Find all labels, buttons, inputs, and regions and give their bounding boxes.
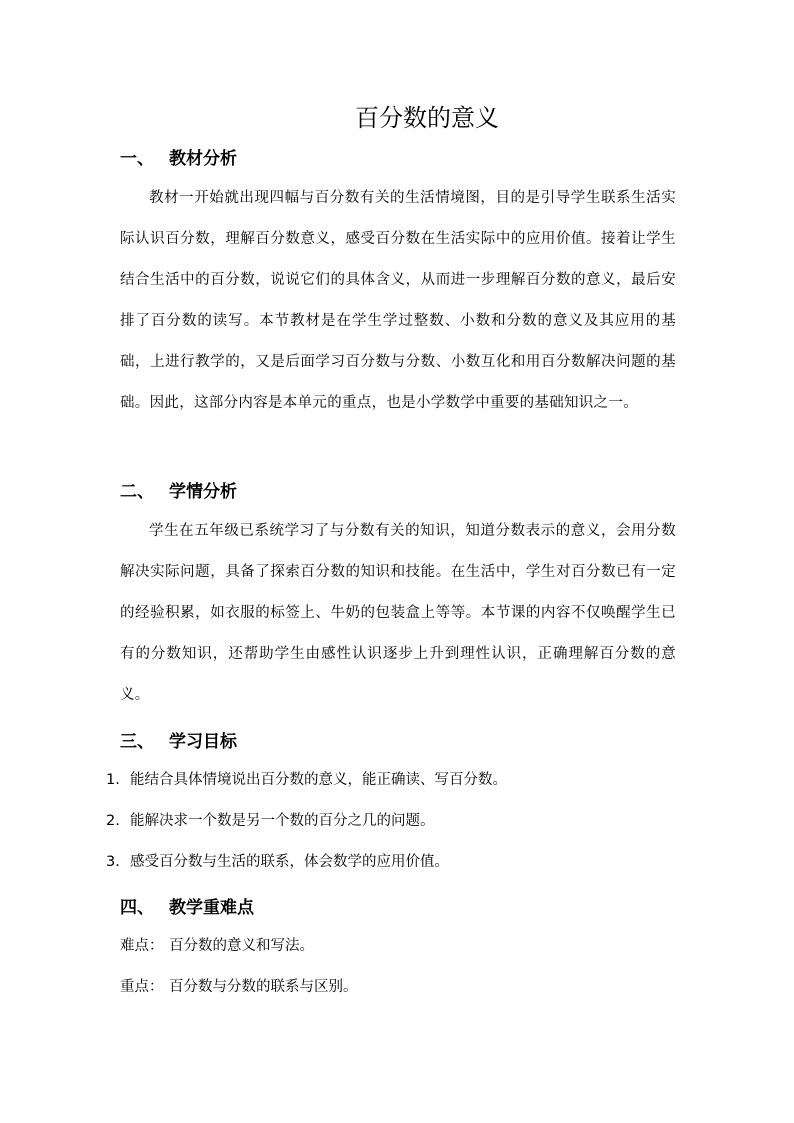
- list-item-text: 能解决求一个数是另一个数的百分之几的问题。: [130, 813, 435, 829]
- list-item-text: 能结合具体情境说出百分数的意义，能正确读、写百分数。: [130, 772, 507, 788]
- section-heading-teaching-material: [120, 147, 237, 171]
- entry-label: 重点：: [120, 979, 164, 995]
- section-title: 教材分析: [169, 149, 237, 169]
- list-item-number: 1.: [106, 772, 120, 788]
- section-paragraph-student-analysis: 学生在五年级已系统学习了与分数有关的知识，知道分数表示的意义，会用分数解决实际问题，具备了探索百分数的知识和技能。在生活中，学生对百分数已有一定的经验积累，如衣服的标签上、牛奶的包装盒上等等。本节课的内容不仅唤醒学生已有的分数知识，还帮助学生由感性认识逐步上升到理性认识，正确理解百分数的意义。: [120, 523, 676, 703]
- difficulty-entry: [120, 926, 314, 967]
- document-title: 百分数的意义: [355, 104, 499, 132]
- section-paragraph-teaching-material: 教材一开始就出现四幅与百分数有关的生活情境图，目的是引导学生联系生活实际认识百分数，理解百分数意义，感受百分数在生活实际中的应用价值。接着让学生结合生活中的百分数，说说它们的具体含义，从而进一步理解百分数的意义，最后安排了百分数的读写。本节教材是在学生学过整数、小数和分数的意义及其应用的基础，上进行教学的，又是后面学习百分数与分数、小数互化和用百分数解决问题的基础。因此，这部分内容是本单元的重点，也是小学数学中重要的基础知识之一。: [120, 190, 676, 411]
- list-item: [106, 842, 507, 883]
- section-number: 一、: [120, 149, 154, 169]
- key-point-entry: [120, 967, 358, 1008]
- section-title: 学习目标: [169, 732, 237, 752]
- section-heading-key-points: [120, 896, 254, 920]
- learning-goals-list: [106, 760, 507, 883]
- section-heading-learning-goals: [120, 730, 237, 754]
- list-item-text: 感受百分数与生活的联系，体会数学的应用价值。: [130, 854, 449, 870]
- section-number: 二、: [120, 482, 154, 502]
- section-title: 学情分析: [169, 482, 237, 502]
- section-heading-student-analysis: [120, 480, 237, 504]
- list-item-number: 3.: [106, 854, 120, 870]
- list-item: [106, 760, 507, 801]
- section-title: 教学重难点: [169, 898, 254, 918]
- entry-label: 难点：: [120, 938, 164, 954]
- entry-value: 百分数与分数的联系与区别。: [169, 979, 358, 995]
- section-number: 三、: [120, 732, 154, 752]
- list-item: [106, 801, 507, 842]
- section-number: 四、: [120, 898, 154, 918]
- list-item-number: 2.: [106, 813, 120, 829]
- entry-value: 百分数的意义和写法。: [169, 938, 314, 954]
